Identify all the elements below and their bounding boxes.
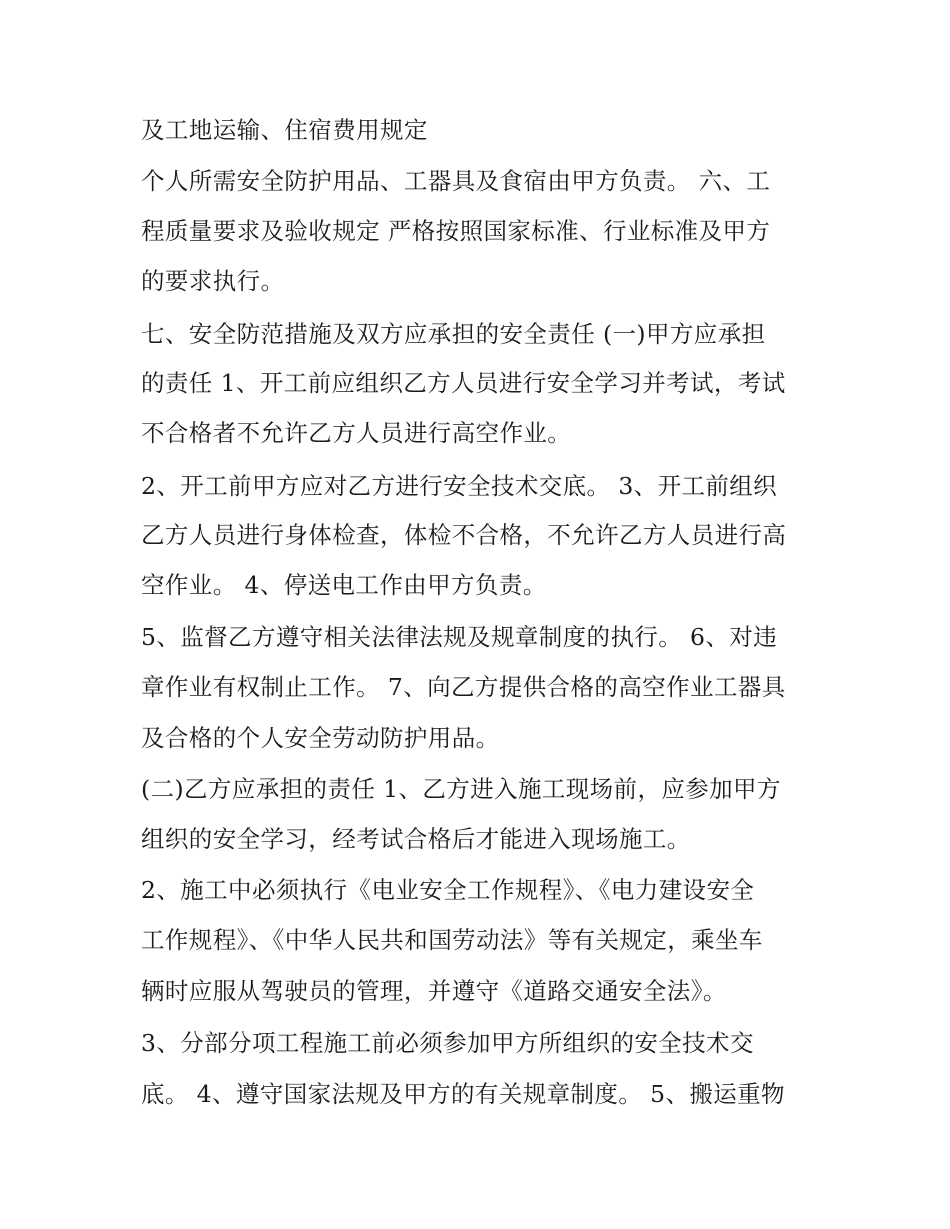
text-line: 七、安全防范措施及双方应承担的安全责任 (一)甲方应承担 <box>141 320 766 348</box>
text-line: 及合格的个人安全劳动防护用品。 <box>141 724 500 752</box>
text-line: 空作业。 4、停送电工作由甲方负责。 <box>141 571 547 599</box>
text-line: 及工地运输、住宿费用规定 <box>141 116 428 144</box>
text-line: 不合格者不允许乙方人员进行高空作业。 <box>141 419 572 447</box>
text-line: (二)乙方应承担的责任 1、乙方进入施工现场前，应参加甲方 <box>141 775 781 803</box>
text-line: 工作规程》、《中华人民共和国劳动法》等有关规定，乘坐车 <box>141 926 763 954</box>
text-line: 的要求执行。 <box>141 267 285 295</box>
text-line: 章作业有权制止工作。 7、向乙方提供合格的高空作业工器具 <box>141 673 786 701</box>
text-line: 3、分部分项工程施工前必须参加甲方所组织的安全技术交 <box>141 1029 754 1057</box>
text-line: 乙方人员进行身体检查，体检不合格，不允许乙方人员进行高 <box>141 521 787 549</box>
text-line: 底。 4、遵守国家法规及甲方的有关规章制度。 5、搬运重物 <box>141 1080 785 1108</box>
text-line: 2、施工中必须执行《电业安全工作规程》、《电力建设安全 <box>141 876 755 904</box>
text-line: 辆时应服从驾驶员的管理，并遵守《道路交通安全法》。 <box>141 977 727 1005</box>
text-line: 组织的安全学习，经考试合格后才能进入现场施工。 <box>141 825 691 853</box>
text-line: 程质量要求及验收规定 严格按照国家标准、行业标准及甲方 <box>141 217 771 245</box>
text-line: 的责任 1、开工前应组织乙方人员进行安全学习并考试，考试 <box>141 369 786 397</box>
text-line: 5、监督乙方遵守相关法律法规及规章制度的执行。 6、对违 <box>141 623 778 651</box>
text-line: 2、开工前甲方应对乙方进行安全技术交底。 3、开工前组织 <box>141 472 778 500</box>
text-line: 个人所需安全防护用品、工器具及食宿由甲方负责。 六、工 <box>141 167 771 195</box>
